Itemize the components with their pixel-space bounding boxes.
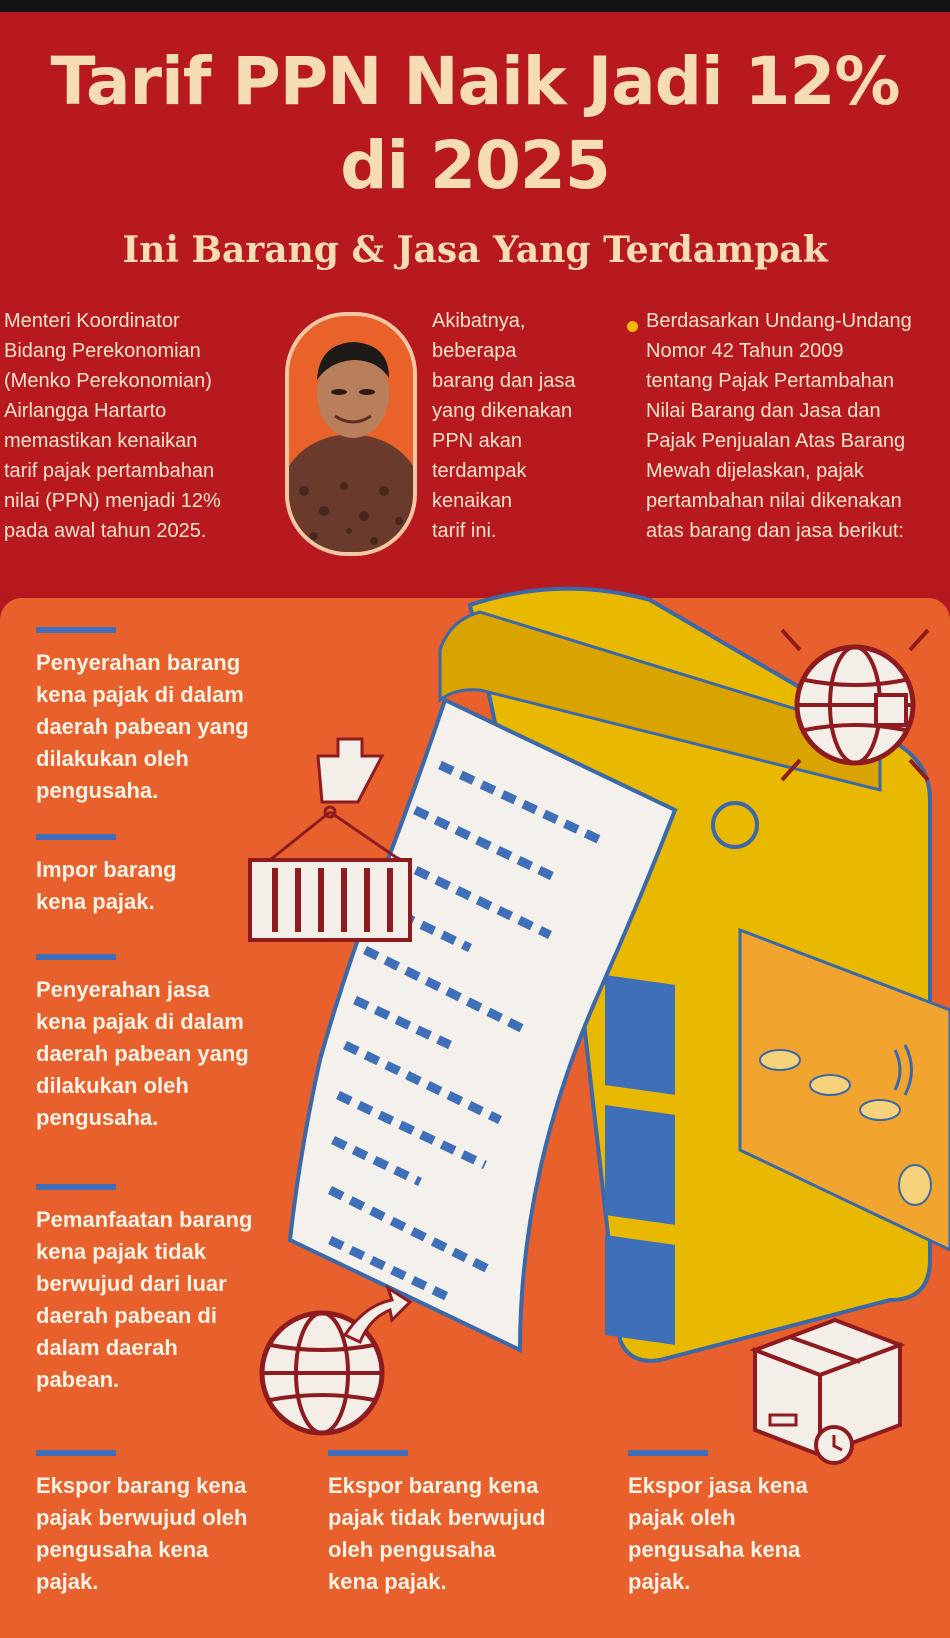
item-accent-bar [328, 1450, 408, 1456]
item-line: kena pajak di dalam [36, 1009, 244, 1034]
item-line: pajak. [36, 1569, 99, 1594]
item-line: pabean. [36, 1367, 120, 1392]
intro-line: tarif pajak pertambahan [4, 460, 215, 482]
item-line: oleh pengusaha [328, 1537, 496, 1562]
item-line: Impor barang [36, 857, 177, 882]
item-line: pajak tidak berwujud [328, 1505, 546, 1530]
item-line: Ekspor barang kena [328, 1473, 539, 1498]
list-item [628, 1450, 878, 1598]
item-line: Penyerahan jasa [36, 977, 210, 1002]
intro-line: Mewah dijelaskan, pajak [646, 460, 864, 482]
item-line: pengusaha kena [36, 1537, 209, 1562]
item-accent-bar [628, 1450, 708, 1456]
item-text [36, 1470, 286, 1598]
intro-line: Nomor 42 Tahun 2009 [646, 340, 844, 362]
item-text [36, 974, 286, 1134]
item-accent-bar [36, 1450, 116, 1456]
list-item [36, 1184, 286, 1396]
page-subtitle: Ini Barang & Jasa Yang Terdampak [122, 229, 828, 271]
intro-impact-text [432, 306, 612, 546]
item-line: Ekspor barang kena [36, 1473, 247, 1498]
bullet-dot [627, 321, 638, 332]
item-line: dalam daerah [36, 1335, 178, 1360]
item-line: Penyerahan barang [36, 650, 241, 675]
list-item [36, 954, 286, 1134]
intro-line: barang dan jasa [432, 370, 576, 392]
item-line: kena pajak. [36, 889, 155, 914]
intro-line: Menteri Koordinator [4, 310, 180, 332]
intro-line: Berdasarkan Undang-Undang [646, 310, 912, 332]
list-item [328, 1450, 578, 1598]
intro-line: pada awal tahun 2025. [4, 520, 207, 542]
item-line: pengusaha. [36, 1105, 159, 1130]
intro-line: kenaikan [432, 490, 513, 512]
item-line: pengusaha. [36, 778, 159, 803]
item-line: daerah pabean di [36, 1303, 217, 1328]
item-text [328, 1470, 578, 1598]
item-line: kena pajak di dalam [36, 682, 244, 707]
item-line: daerah pabean yang [36, 1041, 249, 1066]
item-accent-bar [36, 834, 116, 840]
item-line: Ekspor jasa kena [628, 1473, 808, 1498]
minister-portrait [285, 312, 417, 556]
intro-line: pertambahan nilai dikenakan [646, 490, 902, 512]
item-line: pajak berwujud oleh [36, 1505, 248, 1530]
intro-minister-text [4, 306, 264, 546]
title-line-1: Tarif PPN Naik Jadi 12% [50, 43, 900, 120]
item-line: kena pajak. [328, 1569, 447, 1594]
portrait-photo [289, 316, 413, 552]
item-text [36, 647, 286, 807]
item-line: Pemanfaatan barang [36, 1207, 253, 1232]
item-text [36, 1204, 286, 1396]
item-accent-bar [36, 627, 116, 633]
top-status-bar [0, 0, 950, 12]
item-text [628, 1470, 878, 1598]
intro-line: atas barang dan jasa berikut: [646, 520, 904, 542]
intro-line: Airlangga Hartarto [4, 400, 167, 422]
intro-line: Nilai Barang dan Jasa dan [646, 400, 881, 422]
intro-line: Akibatnya, [432, 310, 526, 332]
item-text [36, 854, 286, 918]
intro-line: yang dikenakan [432, 400, 573, 422]
intro-line: tarif ini. [432, 520, 497, 542]
item-line: daerah pabean yang [36, 714, 249, 739]
list-item [36, 834, 286, 918]
intro-line: beberapa [432, 340, 517, 362]
intro-line: PPN akan [432, 430, 523, 452]
intro-line: terdampak [432, 460, 527, 482]
title-line-2: di 2025 [340, 127, 610, 204]
item-line: berwujud dari luar [36, 1271, 227, 1296]
item-line: dilakukan oleh [36, 746, 189, 771]
page-title [0, 40, 950, 208]
item-line: pengusaha kena [628, 1537, 801, 1562]
intro-line: (Menko Perekonomian) [4, 370, 212, 392]
item-accent-bar [36, 954, 116, 960]
intro-line: memastikan kenaikan [4, 430, 198, 452]
item-line: dilakukan oleh [36, 1073, 189, 1098]
intro-line: Pajak Penjualan Atas Barang [646, 430, 906, 452]
item-accent-bar [36, 1184, 116, 1190]
list-item [36, 627, 286, 807]
item-line: kena pajak tidak [36, 1239, 206, 1264]
item-line: pajak. [628, 1569, 691, 1594]
intro-law-text [646, 306, 950, 546]
intro-line: nilai (PPN) menjadi 12% [4, 490, 221, 512]
list-item [36, 1450, 286, 1598]
intro-line: Bidang Perekonomian [4, 340, 201, 362]
intro-line: tentang Pajak Pertambahan [646, 370, 894, 392]
item-line: pajak oleh [628, 1505, 736, 1530]
